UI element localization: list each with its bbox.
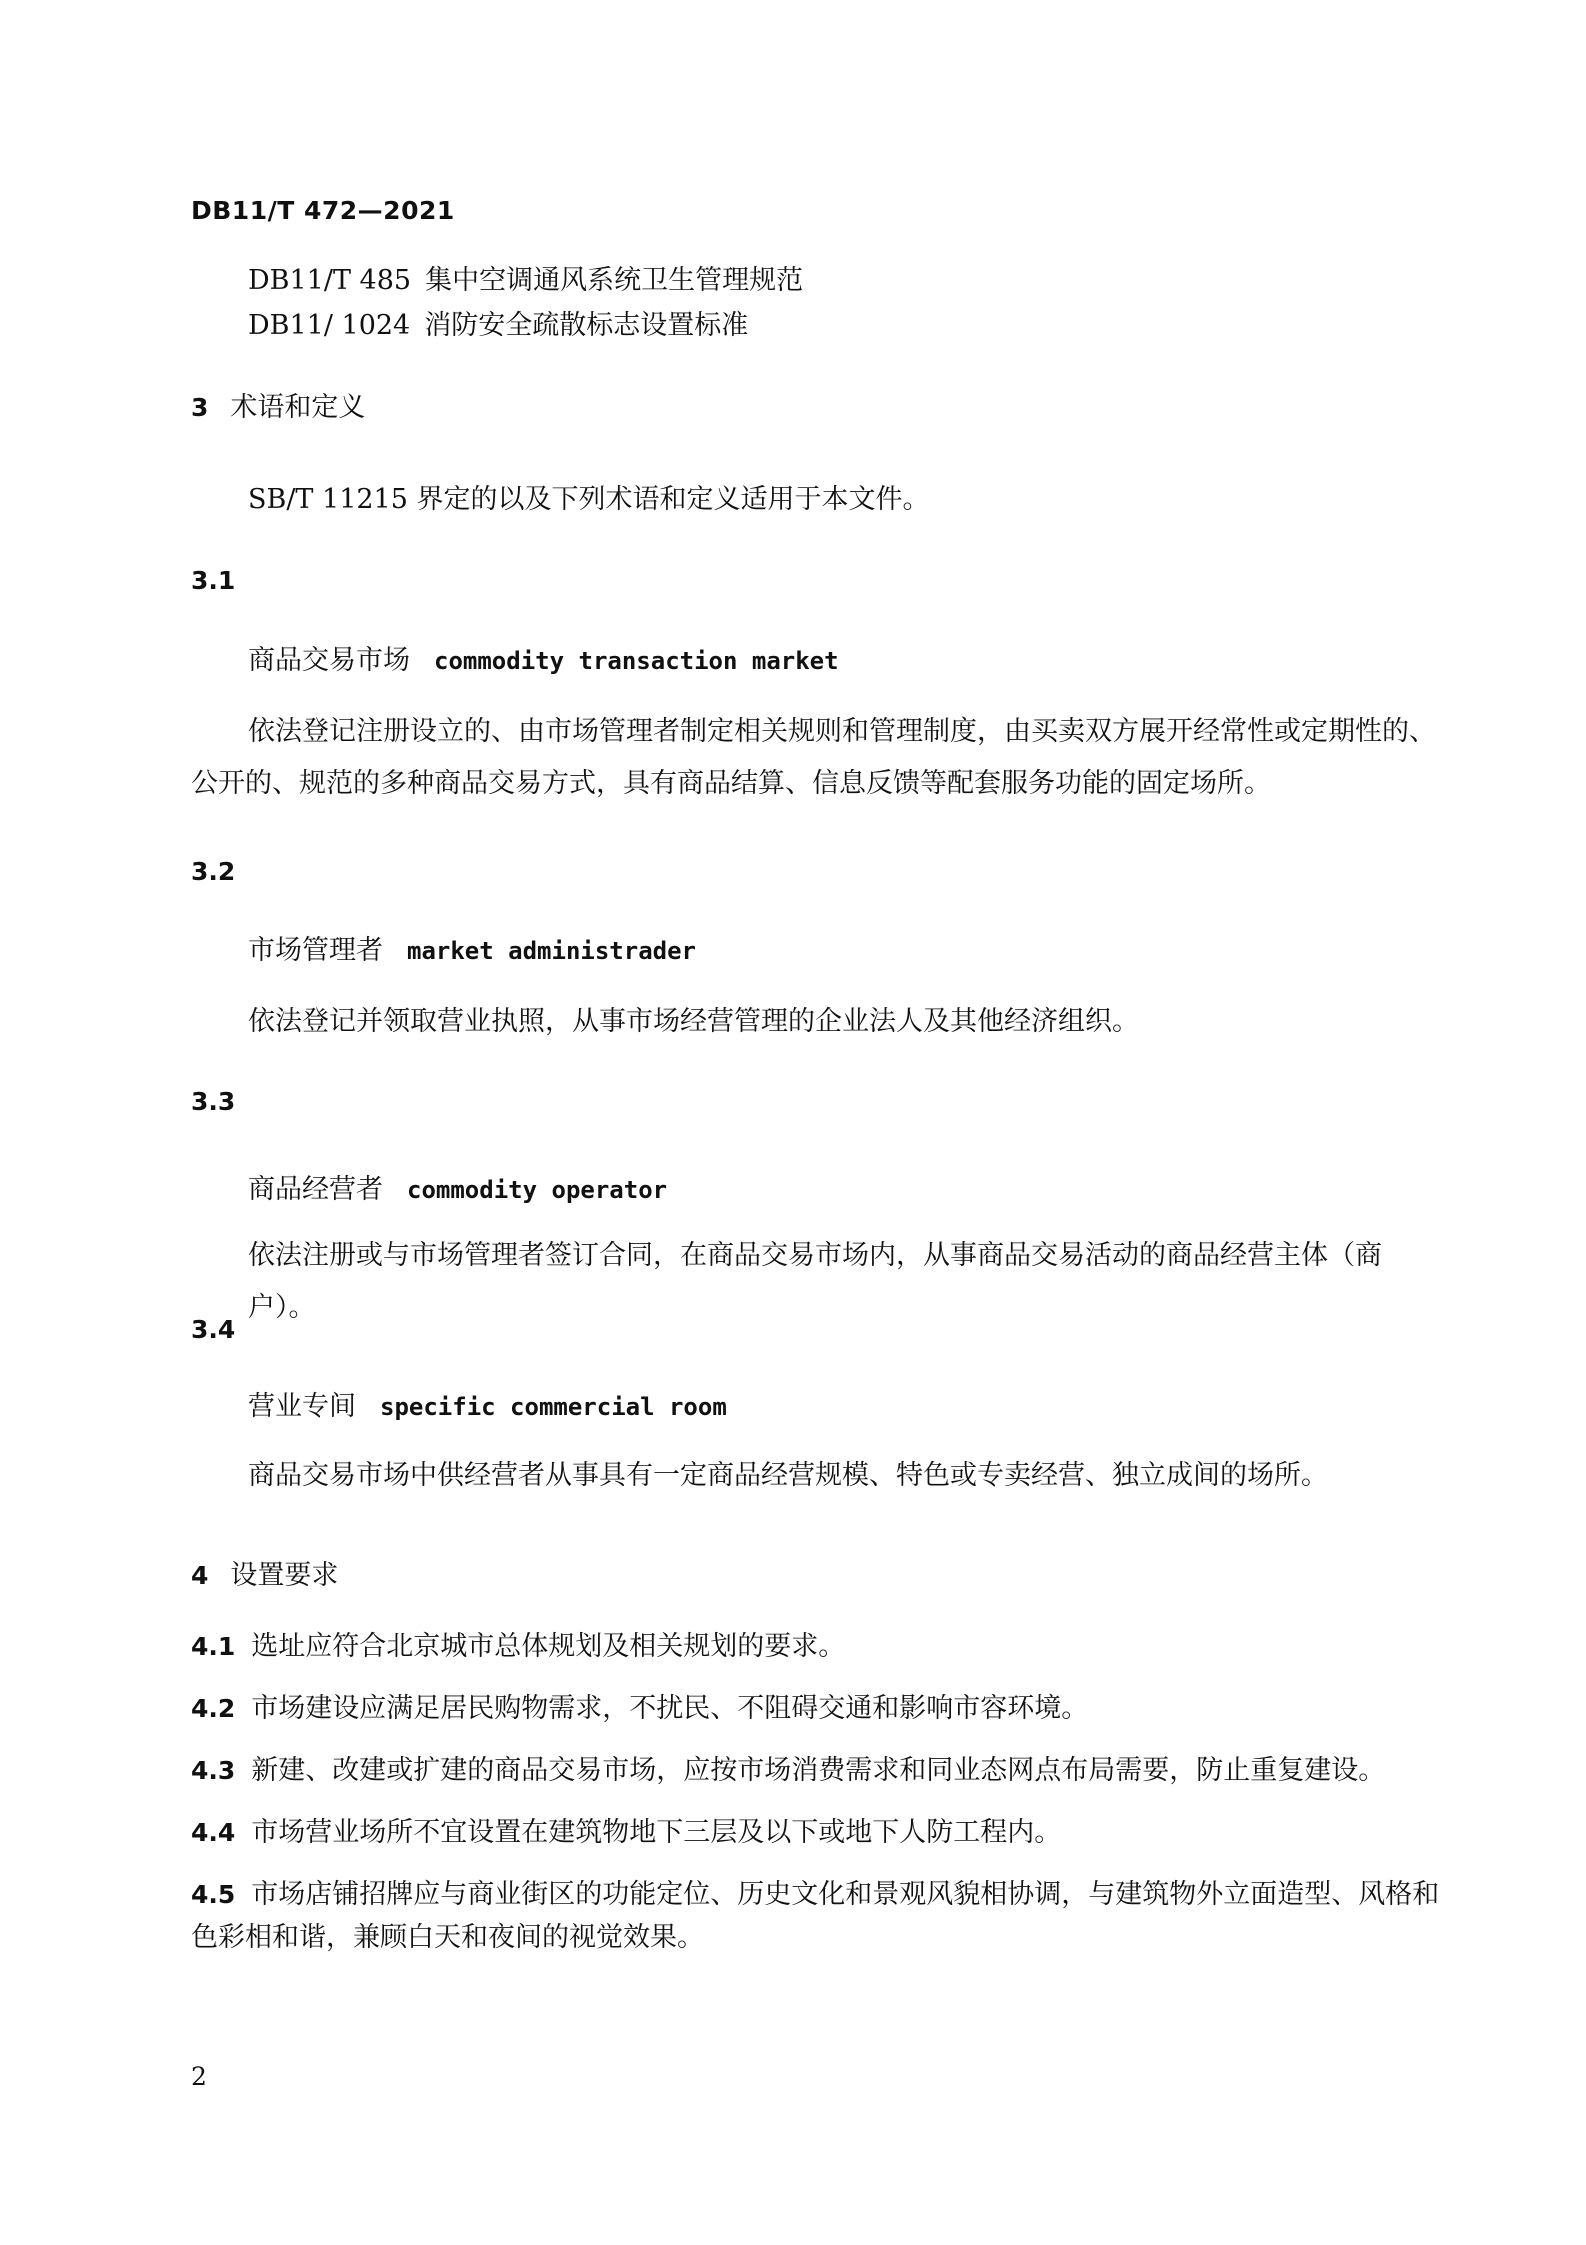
page-number: 2: [191, 2062, 207, 2091]
reference-item: [248, 258, 803, 297]
term-en: specific commercial room: [380, 1393, 727, 1421]
clause-number: 3.1: [191, 566, 236, 595]
clause-number: 3.2: [191, 857, 236, 886]
section-title: 设置要求: [230, 1560, 339, 1591]
definition-line: 依法注册或与市场管理者签订合同，在商品交易市场内，从事商品交易活动的商品经营主体（商户）。: [248, 1240, 1382, 1323]
section-title: 术语和定义: [230, 392, 366, 423]
requirement-number: 4.4: [191, 1818, 236, 1847]
requirement-text: 新建、改建或扩建的商品交易市场，应按市场消费需求和同业态网点布局需要，防止重复建设。: [251, 1755, 1386, 1786]
term-en: commodity operator: [407, 1176, 668, 1204]
section-number: 3: [191, 393, 209, 422]
requirement-number: 4.2: [191, 1694, 236, 1723]
definition-line: 公开的、规范的多种商品交易方式，具有商品结算、信息反馈等配套服务功能的固定场所。: [191, 768, 1271, 799]
reference-code: DB11/T 485: [248, 265, 412, 296]
term-heading: [248, 638, 839, 677]
requirement-item: [191, 1625, 1444, 1668]
reference-item: [248, 303, 748, 342]
definition-line: 商品交易市场中供经营者从事具有一定商品经营规模、特色或专卖经营、独立成间的场所。: [248, 1460, 1328, 1491]
requirement-item: [191, 1687, 1444, 1730]
term-heading: [248, 1167, 667, 1206]
term-heading: [248, 928, 696, 967]
reference-code: DB11/ 1024: [248, 310, 411, 341]
requirement-number: 4.5: [191, 1880, 236, 1909]
clause-number: 3.4: [191, 1315, 236, 1344]
requirement-number: 4.1: [191, 1632, 236, 1661]
requirement-item: [191, 1749, 1444, 1792]
requirement-text: 选址应符合北京城市总体规划及相关规划的要求。: [251, 1631, 846, 1662]
definition-line: 依法登记并领取营业执照，从事市场经营管理的企业法人及其他经济组织。: [248, 1006, 1139, 1037]
section-heading: [191, 385, 365, 424]
term-zh: 营业专间: [248, 1391, 356, 1422]
clause-number: 3.3: [191, 1087, 236, 1116]
definition-line: 依法登记注册设立的、由市场管理者制定相关规则和管理制度，由买卖双方展开经常性或定期性的、: [248, 716, 1436, 747]
requirement-text: 市场店铺招牌应与商业街区的功能定位、历史文化和景观风貌相协调，与建筑物外立面造型、风格和色彩相和谐，兼顾白天和夜间的视觉效果。: [191, 1879, 1440, 1953]
term-heading: [248, 1384, 727, 1423]
term-definition: [248, 996, 1444, 1048]
term-definition: [248, 1450, 1444, 1502]
section-intro: SB/T 11215 界定的以及下列术语和定义适用于本文件。: [248, 484, 930, 515]
section-number: 4: [191, 1561, 209, 1590]
term-en: commodity transaction market: [434, 647, 839, 675]
term-zh: 商品经营者: [248, 1174, 383, 1205]
term-definition: [191, 706, 1444, 810]
requirement-item: [191, 1811, 1444, 1854]
requirement-number: 4.3: [191, 1756, 236, 1785]
reference-title: 集中空调通风系统卫生管理规范: [425, 265, 804, 296]
requirement-text: 市场建设应满足居民购物需求，不扰民、不阻碍交通和影响市容环境。: [251, 1693, 1089, 1724]
requirement-text: 市场营业场所不宜设置在建筑物地下三层及以下或地下人防工程内。: [251, 1817, 1062, 1848]
term-zh: 市场管理者: [248, 935, 383, 966]
requirement-item: [191, 1873, 1444, 1959]
term-en: market administrader: [407, 937, 696, 965]
reference-title: 消防安全疏散标志设置标准: [424, 310, 749, 341]
document-header: DB11/T 472—2021: [191, 196, 455, 225]
section-heading: [191, 1553, 338, 1592]
term-definition: [248, 1230, 1444, 1334]
term-zh: 商品交易市场: [248, 645, 410, 676]
